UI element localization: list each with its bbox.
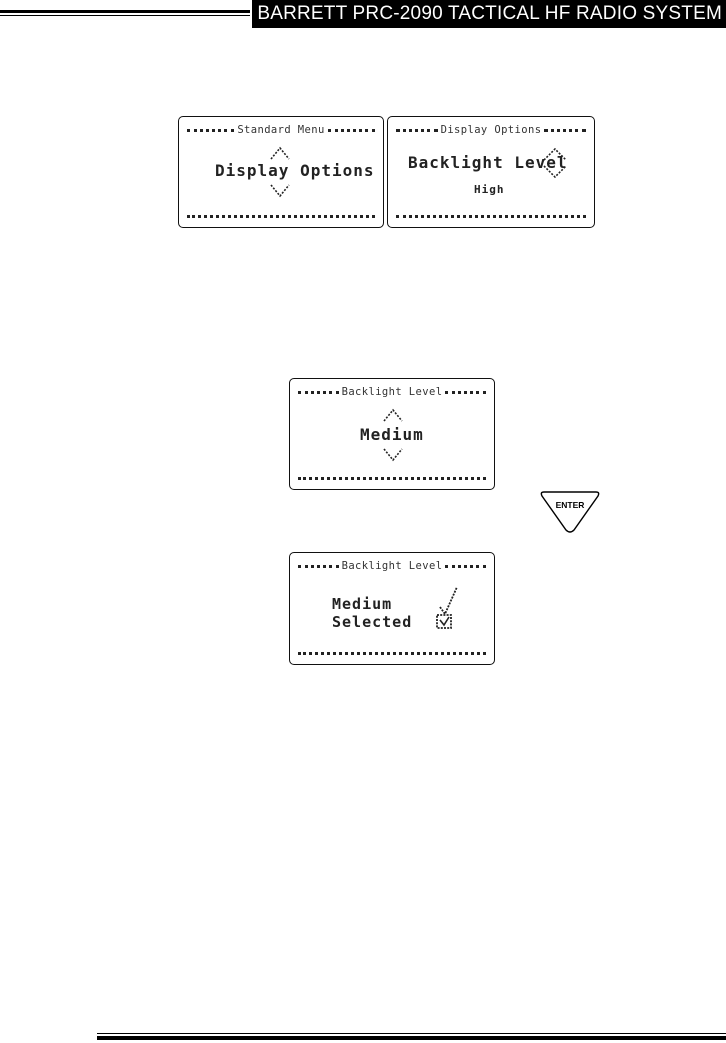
enter-button[interactable] (538, 490, 602, 534)
lcd-line-1: Medium (332, 595, 393, 613)
lcd-display-options (387, 116, 595, 228)
checkmark-icon (432, 583, 464, 631)
lcd-titlebar (187, 123, 375, 137)
up-down-arrow-icon (380, 407, 406, 463)
lcd-backlight-confirm (289, 552, 495, 665)
footer-rule-thin (97, 1033, 726, 1034)
lcd-titlebar (298, 385, 486, 399)
lcd-value: High (474, 183, 505, 196)
lcd-menu-item: Medium (360, 425, 424, 444)
enter-label: ENTER (555, 500, 585, 510)
up-down-arrow-icon (541, 145, 569, 181)
lcd-titlebar (396, 123, 586, 137)
enter-key-shape (538, 490, 602, 534)
lcd-menu-item: Backlight Level (408, 153, 568, 172)
lcd-title: Standard Menu (237, 124, 325, 136)
lcd-title: Backlight Level (341, 386, 443, 398)
lcd-bottom-rule (396, 215, 586, 218)
lcd-standard-menu (178, 116, 384, 228)
lcd-bottom-rule (298, 652, 486, 655)
page-header (0, 0, 726, 28)
lcd-title: Display Options (440, 124, 542, 136)
lcd-bottom-rule (187, 215, 375, 218)
up-down-arrow-icon (267, 145, 293, 199)
header-rule-thin (0, 15, 250, 16)
lcd-backlight-select (289, 378, 495, 490)
lcd-titlebar (298, 559, 486, 573)
footer-rule (97, 1036, 726, 1040)
lcd-menu-item: Display Options (215, 161, 375, 180)
lcd-bottom-rule (298, 477, 486, 480)
lcd-line-2: Selected (332, 613, 413, 631)
header-title: BARRETT PRC-2090 TACTICAL HF RADIO SYSTEM (252, 0, 726, 28)
lcd-title: Backlight Level (341, 560, 443, 572)
header-rule (0, 10, 250, 13)
